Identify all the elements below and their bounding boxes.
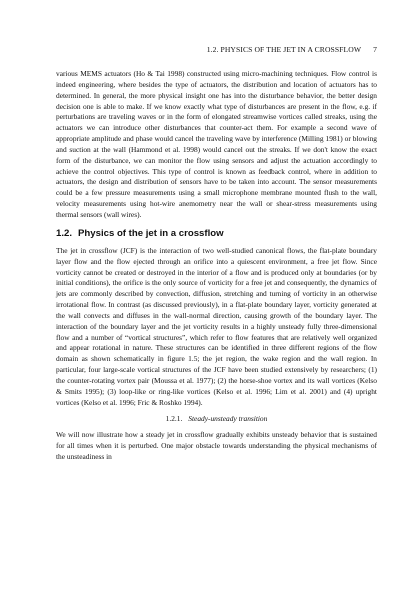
paragraph-jcf: The jet in crossflow (JCF) is the interaction of two well-studied canonical flows, the flat-plate boundary layer flow and the flow ejected through an orifice into a quiescent environment, a free jet flow. Since vorticity cannot be created or destroyed in the interior of a flow and is produced only at boundaries (or by initial conditions), the orifice is the only source of vorticity for a free jet and consequently, the dynamics of jets are commonly described by convection, diffusion, stretching and turning of vorticity in an otherwise irrotational flow. In contrast (as discussed previously), in a flat-plate boundary layer, vorticity generated at the wall convects and diffuses in the wall-normal direction, causing growth of the boundary layer. The interaction of the boundary layer and the jet vorticity results in a highly unsteady fully three-dimensional flow and a number of “vortical structures”, which refer to flow features that are relatively well organized and appear rotational in nature. These structures can be identified in three different regions of the flow domain as shown schematically in figure 1.5; the jet region, the wake region and the wall region. In particular, four large-scale vortical structures of the JCF have been studied extensively by researchers; (1) the counter-rotating vortex pair (Moussa et al. 1977); (2) the horse-shoe vortex and its wall vortices (Kelso & Smits 1995); (3) loop-like or ring-like vortices (Kelso et al. 1996; Lim et al. 2001) and (4) upright vortices (Kelso et al. 1996; Fric & Roshko 1994).	[56, 245, 377, 407]
page-number: 7	[373, 45, 377, 54]
running-head	[56, 45, 377, 54]
subsection-heading	[56, 414, 377, 425]
section-number: 1.2.	[56, 227, 73, 239]
paragraph-intro: various MEMS actuators (Ho & Tai 1998) constructed using micro-machining techniques. Flow control is indeed engineering, where besides the type of actuators, the distribution and location of actuators has to determined. In general, the more physical insight one has into the disturbance behavior, the better design decision one is able to make. If we know exactly what type of disturbances are present in the flow, e.g. if perturbations are traveling waves or in the form of elongated streamwise vortices called streaks, using the actuators we can introduce other disturbances that counter-act them. For example a second wave of appropriate amplitude and phase would cancel the traveling wave by interference (Milling 1981) or blowing and suction at the wall (Hammond et al. 1998) would cancel out the streaks. If we don't know the exact form of the disturbance, we can monitor the flow using sensors and adjust the actuation accordingly to achieve the control objectives. This type of control is known as feedback control, where in addition to actuators, the design and distribution of sensors have to be taken into account. The sensor measurements could be a few pressure measurements using a small microphone membrane mounted flush to the wall, velocity measurements using hot-wire anemometry near the wall or shear-stress measurements using thermal sensors (wall wires).	[56, 69, 377, 219]
running-head-title: 1.2. PHYSICS OF THE JET IN A CROSSFLOW	[206, 45, 362, 54]
body-text	[56, 69, 377, 463]
paragraph-transition: We will now illustrate how a steady jet in crossflow gradually exhibits unsteady behavior that is sustained for all times when it is perturbed. One major obstacle towards understanding the physical mechanisms of the unsteadiness in	[56, 430, 377, 461]
subsection-number: 1.2.1.	[165, 414, 183, 424]
section-heading	[56, 228, 377, 240]
section-title: Physics of the jet in a crossflow	[78, 227, 224, 239]
subsection-title: Steady-unsteady transition	[188, 414, 268, 424]
